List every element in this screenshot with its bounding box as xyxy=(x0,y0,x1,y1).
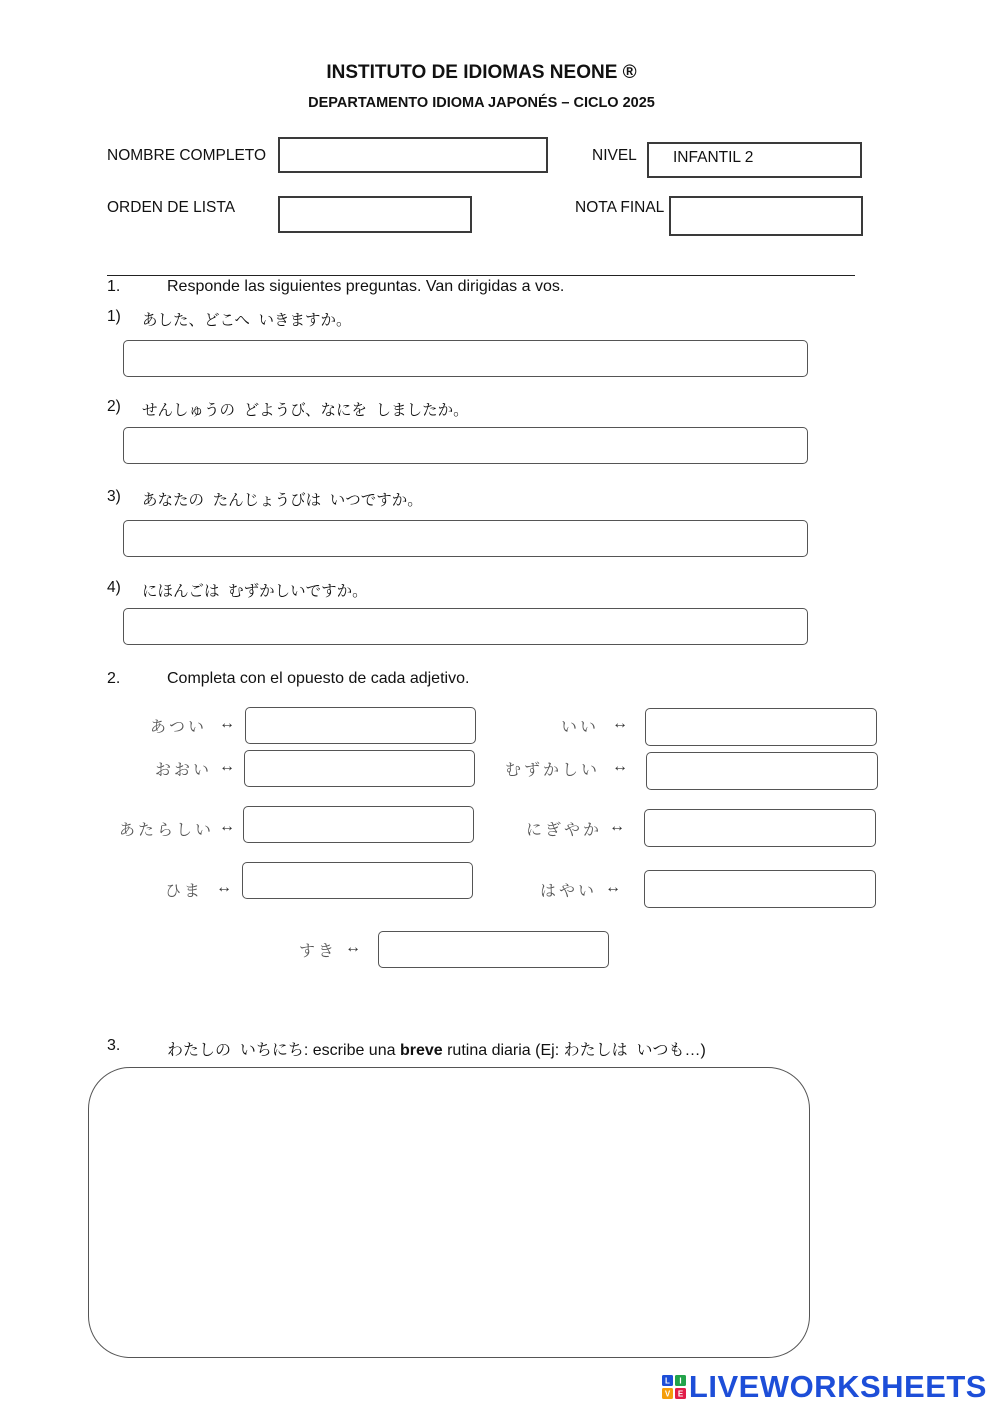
section3-instruction-bold: breve xyxy=(399,1042,443,1059)
svg-text:V: V xyxy=(664,1389,671,1399)
nivel-label: NIVEL xyxy=(592,147,637,164)
adjective-atarashii: あたらしい xyxy=(119,822,215,839)
question-1-text: あした、どこへ いきますか。 xyxy=(142,312,352,329)
section3-number: 3. xyxy=(107,1037,121,1054)
opposite-input-atarashii[interactable] xyxy=(243,806,474,843)
adjective-nigiyaka: にぎやか xyxy=(526,822,603,839)
adjective-muzukashii: むずかしい xyxy=(505,762,601,779)
nivel-input[interactable]: INFANTIL 2 xyxy=(647,142,862,178)
arrow-icon: ↔ xyxy=(612,715,628,732)
opposite-input-atsui[interactable] xyxy=(245,707,476,744)
answer-3-input[interactable] xyxy=(123,520,808,557)
daily-routine-textarea[interactable] xyxy=(88,1067,810,1358)
opposite-input-nigiyaka[interactable] xyxy=(644,809,876,847)
adjective-ooi: おおい xyxy=(155,762,213,779)
divider-line xyxy=(107,275,855,276)
opposite-input-muzukashii[interactable] xyxy=(646,752,878,790)
adjective-hayai: はやい xyxy=(540,883,598,900)
orden-label: ORDEN DE LISTA xyxy=(107,199,236,216)
arrow-icon: ↔ xyxy=(219,715,235,732)
section1-instruction: Responde las siguientes preguntas. Van dirigidas a vos. xyxy=(167,278,565,295)
opposite-input-ii[interactable] xyxy=(645,708,877,746)
answer-4-input[interactable] xyxy=(123,608,808,645)
question-1-number: 1) xyxy=(107,308,121,325)
adjective-suki: すき xyxy=(299,943,338,960)
question-3-text: あなたの たんじょうびは いつですか。 xyxy=(142,492,423,509)
svg-text:L: L xyxy=(664,1376,670,1386)
answer-1-input[interactable] xyxy=(123,340,808,377)
orden-input[interactable] xyxy=(278,196,472,233)
section3-instruction-b: rutina diaria (Ej: わたしは いつも…) xyxy=(442,1042,706,1059)
opposite-input-hayai[interactable] xyxy=(644,870,876,908)
adjective-atsui: あつい xyxy=(150,719,208,736)
nota-label: NOTA FINAL xyxy=(575,199,665,216)
question-2-text: せんしゅうの どようび、なにを しましたか。 xyxy=(142,402,469,419)
nombre-input[interactable] xyxy=(278,137,548,173)
nombre-label: NOMBRE COMPLETO xyxy=(107,147,267,164)
opposite-input-suki[interactable] xyxy=(378,931,609,968)
opposite-input-hima[interactable] xyxy=(242,862,473,899)
arrow-icon: ↔ xyxy=(216,879,232,896)
section2-instruction: Completa con el opuesto de cada adjetivo. xyxy=(167,670,470,687)
svg-text:E: E xyxy=(677,1389,684,1399)
adjective-ii: いい xyxy=(561,719,600,736)
arrow-icon: ↔ xyxy=(612,758,628,775)
question-4-text: にほんごは むずかしいですか。 xyxy=(142,583,368,600)
nota-input[interactable] xyxy=(669,196,863,236)
section2-number: 2. xyxy=(107,670,121,687)
liveworksheets-blocks-icon xyxy=(662,1375,686,1399)
arrow-icon: ↔ xyxy=(219,818,235,835)
question-3-number: 3) xyxy=(107,488,121,505)
opposite-input-ooi[interactable] xyxy=(244,750,475,787)
section3-instruction-a: わたしの いちにち: escribe una xyxy=(167,1042,400,1059)
arrow-icon: ↔ xyxy=(605,879,621,896)
answer-2-input[interactable] xyxy=(123,427,808,464)
section1-number: 1. xyxy=(107,278,121,295)
liveworksheets-logo xyxy=(662,1370,987,1404)
arrow-icon: ↔ xyxy=(219,758,235,775)
arrow-icon: ↔ xyxy=(609,818,625,835)
document-subtitle: DEPARTAMENTO IDIOMA JAPONÉS – CICLO 2025 xyxy=(308,95,655,111)
svg-text:I: I xyxy=(679,1376,682,1386)
section3-instruction xyxy=(167,1037,706,1060)
question-4-number: 4) xyxy=(107,579,121,596)
question-2-number: 2) xyxy=(107,398,121,415)
document-title: INSTITUTO DE IDIOMAS NEONE ® xyxy=(326,62,637,83)
liveworksheets-wordmark: LIVEWORKSHEETS xyxy=(688,1369,987,1404)
arrow-icon: ↔ xyxy=(345,939,361,956)
adjective-hima: ひま xyxy=(165,883,204,900)
